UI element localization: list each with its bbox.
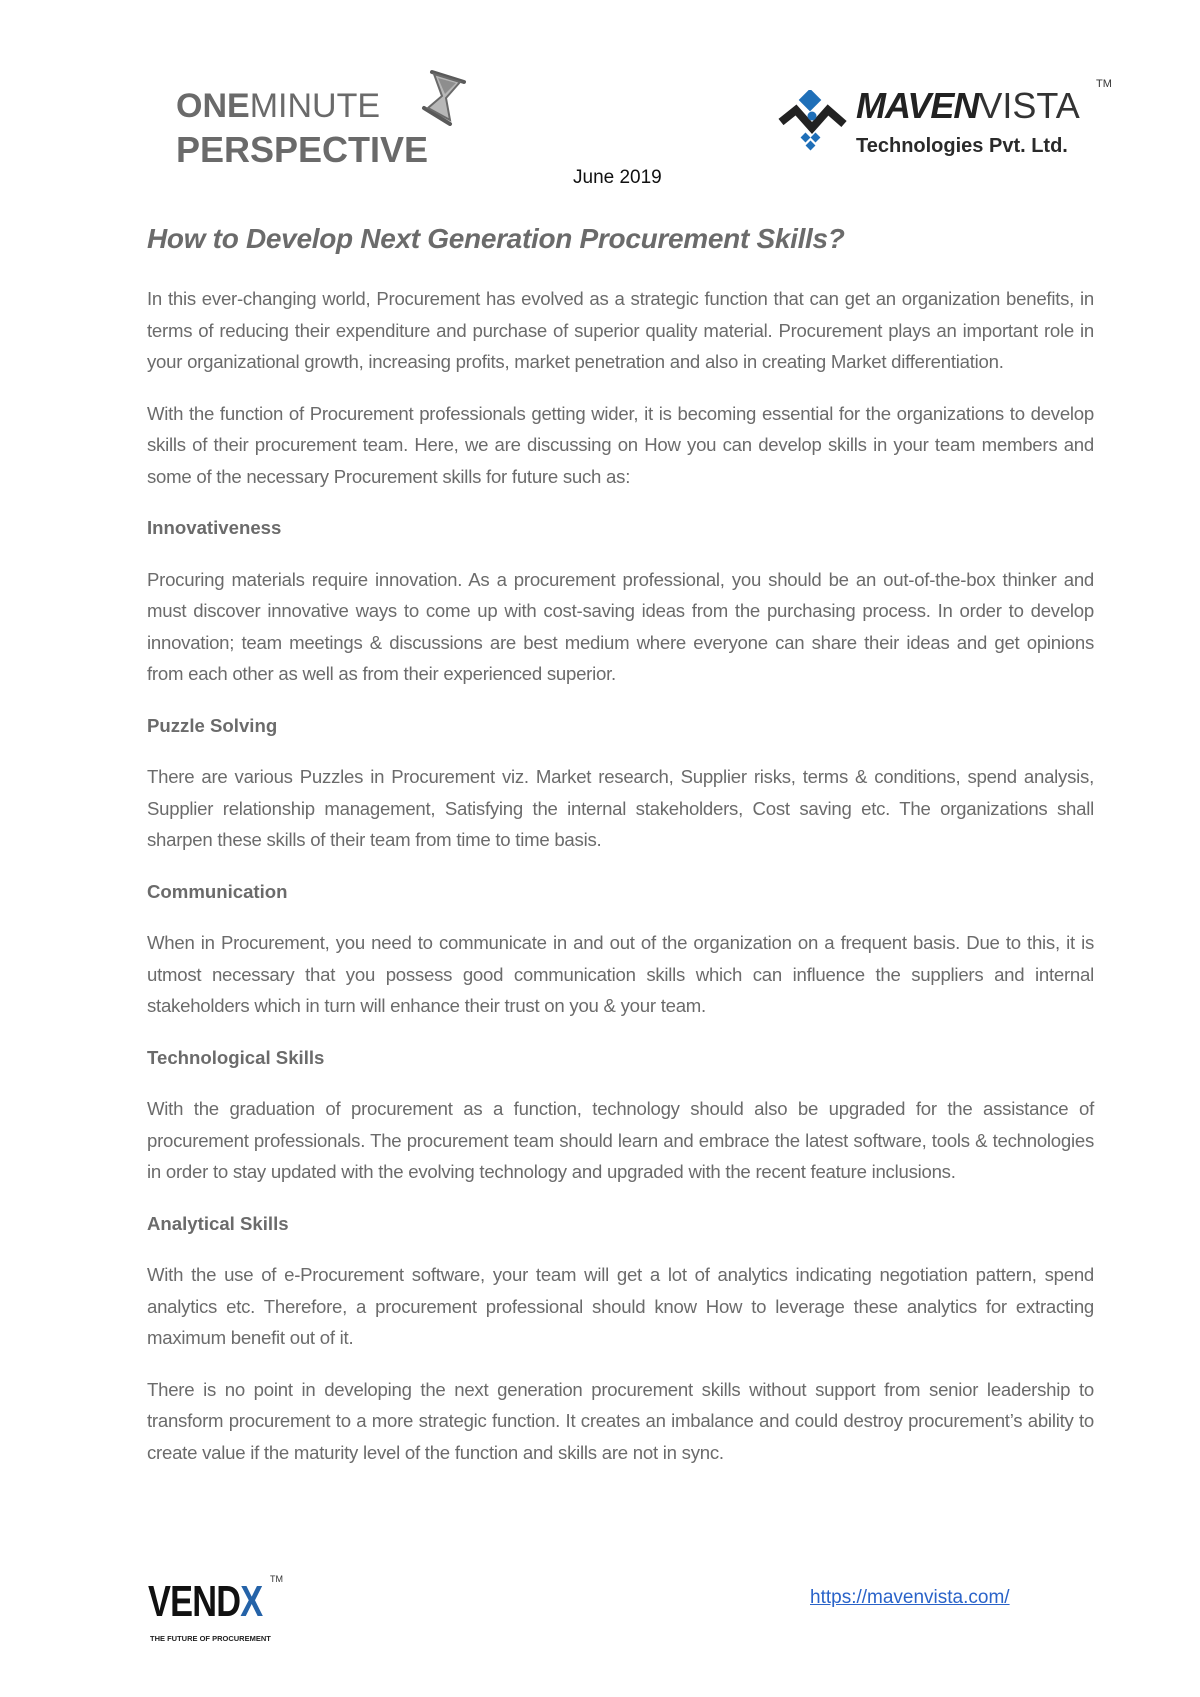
section-body: There are various Puzzles in Procurement viz. Market research, Supplier risks, terms & conditions, spend analysis, Supplier relationship management, Satisfying the internal stakeholders, Cost saving etc. The organizations shall sharpen these skills of their team from time to time basis. xyxy=(147,766,1094,850)
section-body: With the graduation of procurement as a function, technology should also be upgraded for the assistance of procurement professionals. The procurement team should learn and embrace the latest software, tools & technologies in order to stay updated with the evolving technology and upgraded with the recent feature inclusions. xyxy=(147,1098,1094,1182)
section-heading: Communication xyxy=(147,880,288,902)
section-communication xyxy=(147,876,1094,1022)
section-body: With the use of e-Procurement software, your team will get a lot of analytics indicating negotiation pattern, spend analytics etc. Therefore, a procurement professional should know How to leverage these analytics for extracting maximum benefit out of it. xyxy=(147,1264,1094,1348)
vendx-tagline: THE FUTURE OF PROCUREMENT xyxy=(150,1634,271,1643)
intro-paragraph: With the function of Procurement professionals getting wider, it is becoming essential for the organizations to develop skills of their procurement team. Here, we are discussing on How you can develop skills in your team members and some of the necessary Procurement skills for future such as: xyxy=(147,402,1094,487)
trademark: TM xyxy=(270,1574,283,1584)
conclusion-paragraph: There is no point in developing the next generation procurement skills without support from senior leadership to transform procurement to a more strategic function. It creates an imbalance and could destroy procurement’s ability to create value if the maturity level of the function and skills are not in sync. xyxy=(147,1378,1094,1463)
logo-vista: VISTA xyxy=(978,85,1080,126)
logo-line-1 xyxy=(176,88,380,124)
trademark: TM xyxy=(1096,78,1112,90)
section-body: Procuring materials require innovation. As a procurement professional, you should be an out-of-the-box thinker and must discover innovative ways to come up with cost-saving ideas from the purchasing process. In order to develop innovation; team meetings & discussions are best medium where everyone can share their ideas and get opinions from each other as well as from their experienced superior. xyxy=(147,568,1094,684)
section-analytical-skills xyxy=(147,1208,1094,1354)
mavenvista-subtitle: Technologies Pvt. Ltd. xyxy=(856,135,1068,157)
section-heading: Technological Skills xyxy=(147,1046,325,1068)
vendx-logo xyxy=(148,1574,298,1654)
intro-paragraph: In this ever-changing world, Procurement has evolved as a strategic function that can get an organization benefits, in terms of reducing their expenditure and purchase of superior quality material. Procurement plays an important role in your organizational growth, increasing profits, market penetration and also in creating Market differentiation. xyxy=(147,288,1094,372)
logo-x: X xyxy=(240,1577,263,1626)
document-body xyxy=(147,283,1094,1488)
section-heading: Analytical Skills xyxy=(147,1212,289,1234)
logo-minute: MINUTE xyxy=(249,87,381,125)
logo-maven: MAVEN xyxy=(856,85,979,126)
mavenvista-wordmark xyxy=(856,86,1080,126)
section-technological-skills xyxy=(147,1042,1094,1188)
section-heading: Puzzle Solving xyxy=(147,714,278,736)
logo-one: ONE xyxy=(176,87,250,125)
section-heading: Innovativeness xyxy=(147,517,282,538)
mavenvista-mark-icon xyxy=(778,90,848,156)
logo-vend: VEND xyxy=(148,1577,241,1626)
vendx-wordmark xyxy=(148,1577,263,1626)
website-link[interactable]: https://mavenvista.com/ xyxy=(810,1587,1010,1608)
section-puzzle-solving xyxy=(147,710,1094,856)
document-date: June 2019 xyxy=(573,167,662,188)
hourglass-icon xyxy=(420,66,468,126)
mavenvista-logo xyxy=(778,78,1118,178)
section-innovativeness xyxy=(147,512,1094,690)
document-title: How to Develop Next Generation Procurement Skills? xyxy=(147,223,845,254)
section-body: When in Procurement, you need to communicate in and out of the organization on a frequent basis. Due to this, it is utmost necessary that you possess good communication skills which can influence the suppliers and internal stakeholders which in turn will enhance their trust on you & your team. xyxy=(147,932,1094,1016)
oneminute-perspective-logo xyxy=(176,66,476,174)
logo-perspective: PERSPECTIVE xyxy=(176,129,429,170)
